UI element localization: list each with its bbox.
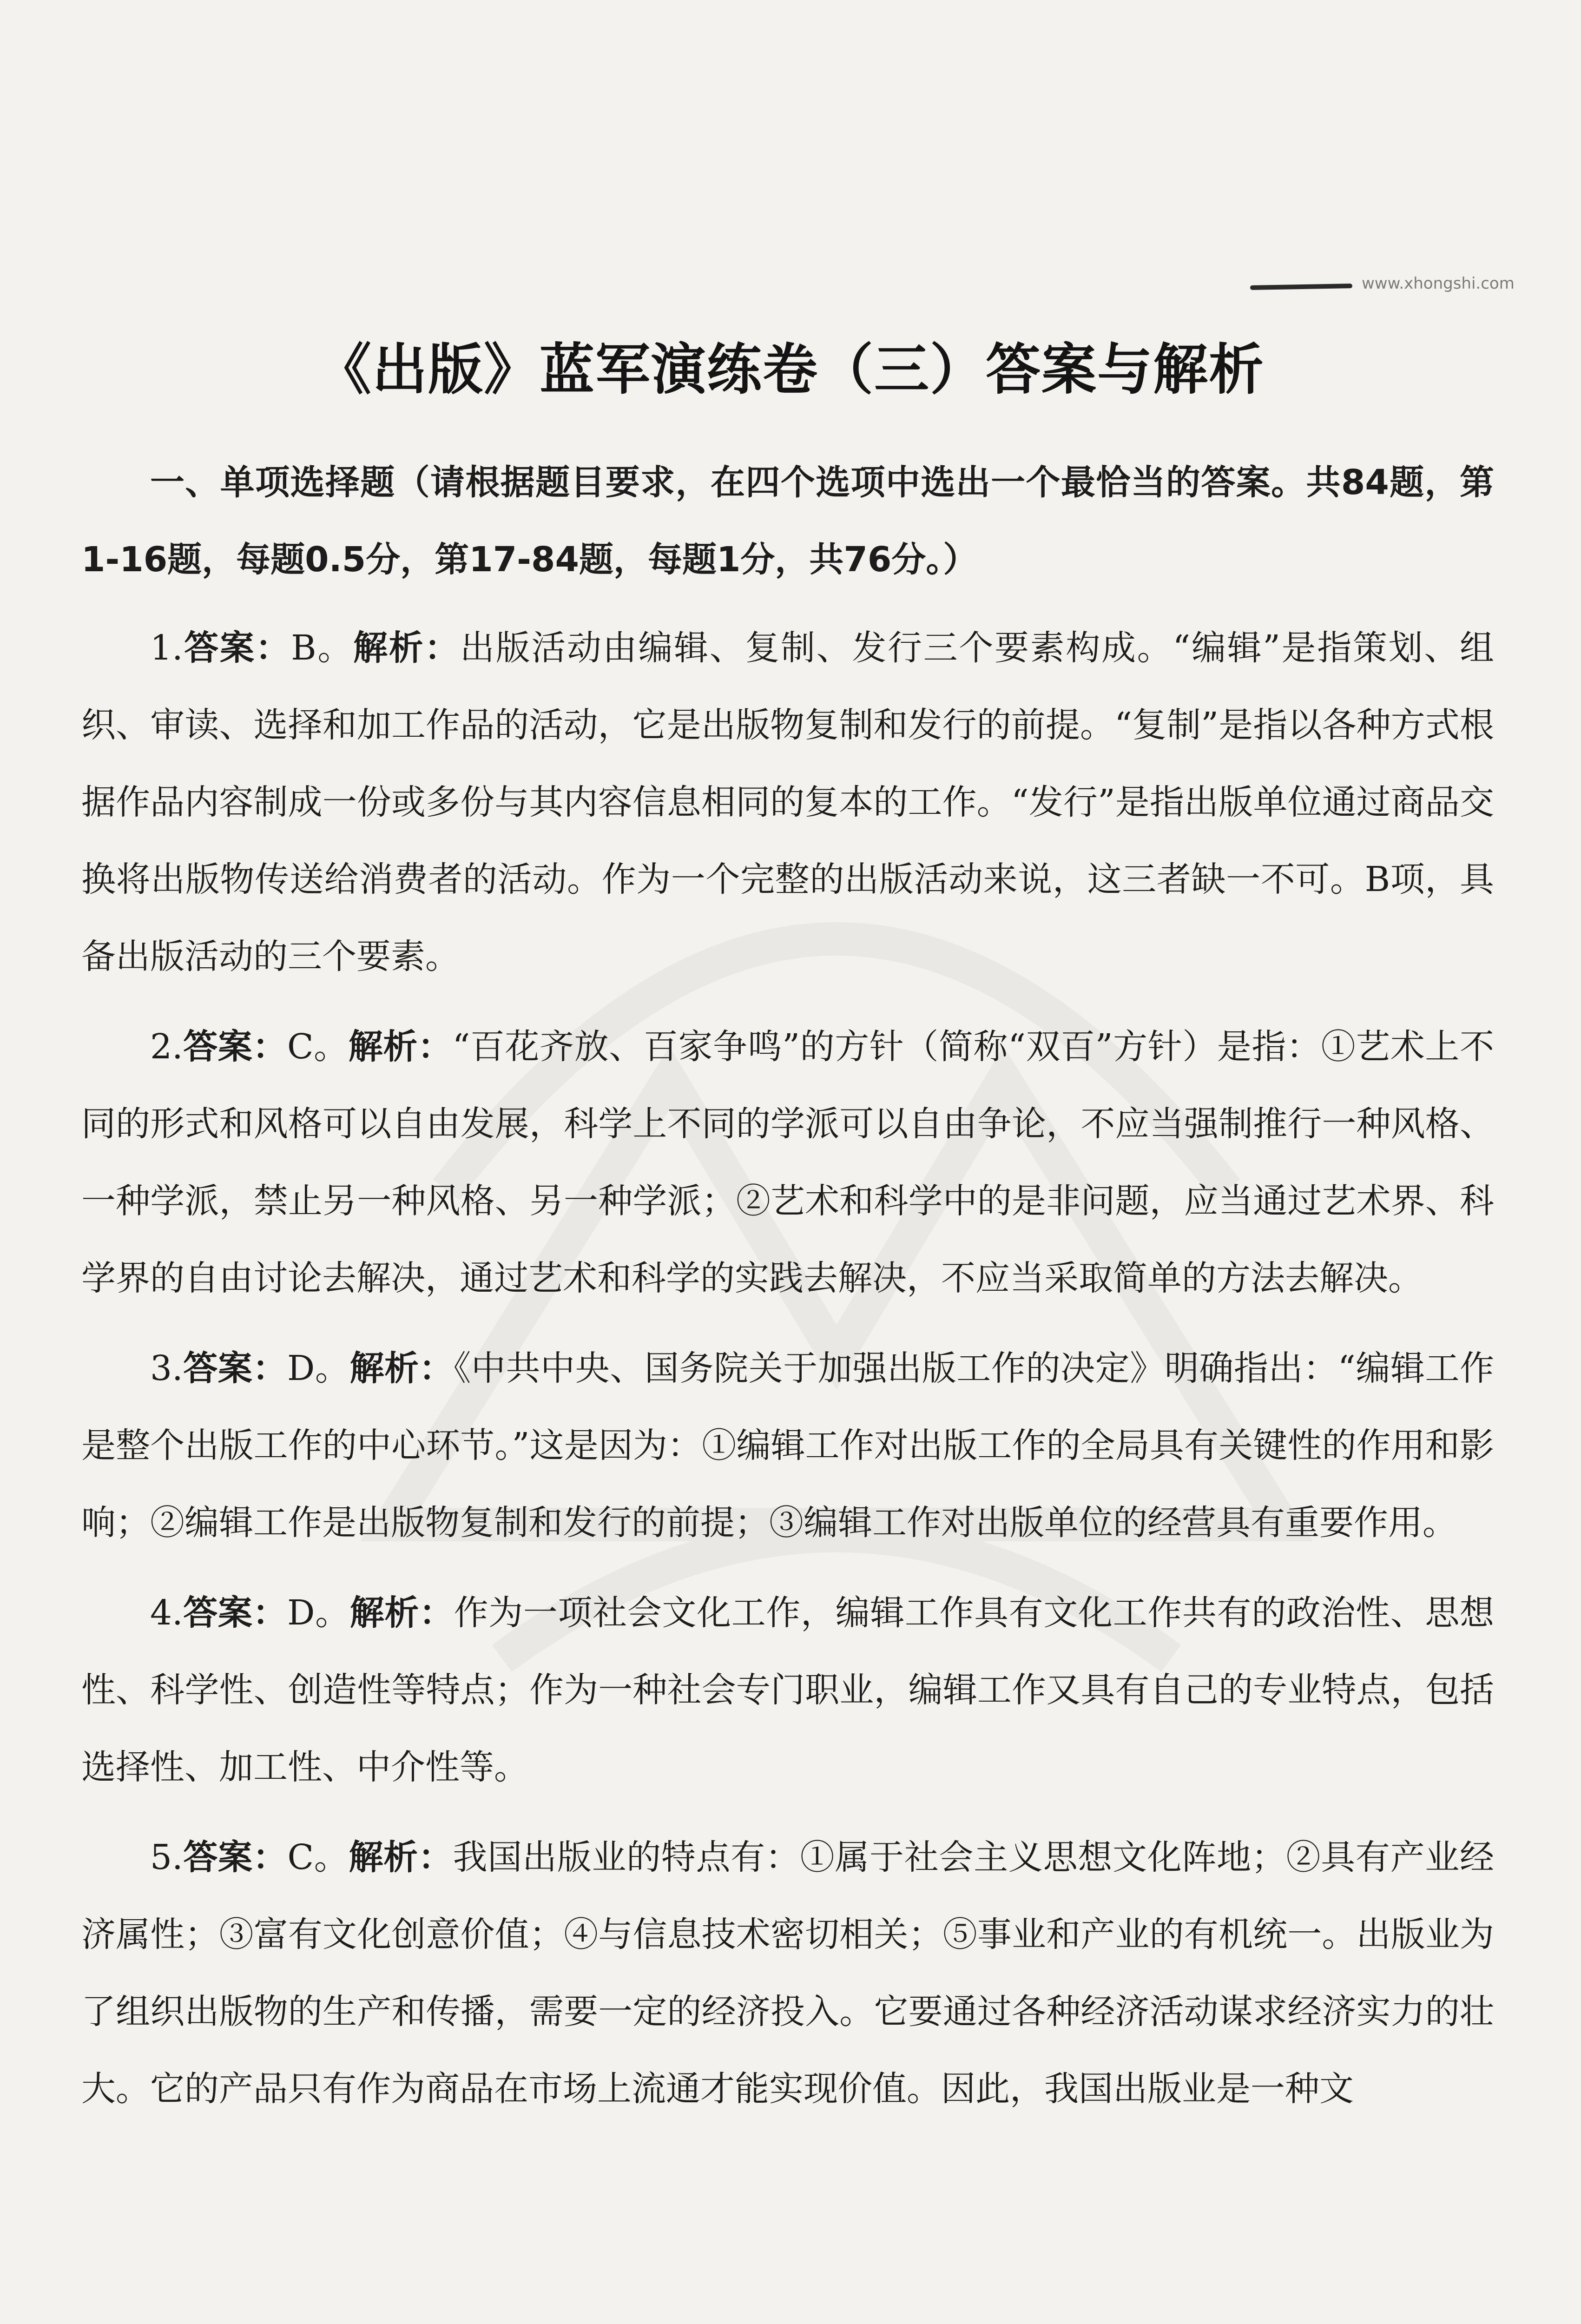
answer-label: 答案： (183, 1348, 287, 1388)
header-site-url: www.xhongshi.com (1362, 274, 1515, 293)
question-number: 1. (150, 628, 183, 668)
analysis-label: 解析： (353, 628, 460, 668)
question-item (81, 1819, 1494, 2127)
answer-label: 答案： (183, 1837, 288, 1877)
analysis-text: 我国出版业的特点有：①属于社会主义思想文化阵地；②具有产业经济属性；③富有文化创意价值；④与信息技术密切相关；⑤事业和产业的有机统一。出版业为了组织出版物的生产和传播，需要一定的经济投入。它要通过各种经济活动谋求经济实力的壮大。它的产品只有作为商品在市场上流通才能实现价值。因此，我国出版业是一种文 (81, 1837, 1495, 2109)
analysis-text: “百花齐放、百家争鸣”的方针（简称“双百”方针）是指：①艺术上不同的形式和风格可以自由发展，科学上不同的学派可以自由争论，不应当强制推行一种风格、一种学派，禁止另一种风格、另一种学派；②艺术和科学中的是非问题，应当通过艺术界、科学界的自由讨论去解决，通过艺术和科学的实践去解决，不应当采取简单的方法去解决。 (81, 1027, 1495, 1298)
question-item (81, 1008, 1494, 1317)
answer-label: 答案： (183, 1027, 287, 1067)
analysis-text: 作为一项社会文化工作，编辑工作具有文化工作共有的政治性、思想性、科学性、创造性等特点；作为一种社会专门职业，编辑工作又具有自己的专业特点，包括选择性、加工性、中介性等。 (81, 1593, 1495, 1787)
page-title: 《出版》蓝军演练卷（三）答案与解析 (316, 337, 1265, 402)
answer-label: 答案： (183, 628, 291, 668)
analysis-label: 解析： (349, 1837, 453, 1877)
question-item (81, 1574, 1494, 1806)
answer-value: D。 (287, 1348, 350, 1388)
question-item (81, 609, 1494, 995)
analysis-label: 解析： (349, 1593, 454, 1633)
answer-label: 答案： (183, 1593, 288, 1633)
answer-value: B。 (291, 628, 353, 668)
analysis-text: 出版活动由编辑、复制、发行三个要素构成。“编辑”是指策划、组织、审读、选择和加工作品的活动，它是出版物复制和发行的前提。“复制”是指以各种方式根据作品内容制成一份或多份与其内容信息相同的复本的工作。“发行”是指出版单位通过商品交换将出版物传送给消费者的活动。作为一个完整的出版活动来说，这三者缺一不可。B项，具备出版活动的三个要素。 (81, 628, 1494, 977)
answer-value: C。 (287, 1837, 349, 1877)
analysis-label: 解析： (348, 1027, 453, 1067)
answer-content (81, 444, 1494, 2140)
question-number: 5. (150, 1837, 183, 1877)
question-number: 2. (150, 1027, 183, 1067)
header-rule (1250, 284, 1352, 290)
answer-value: C。 (287, 1027, 349, 1067)
analysis-label: 解析： (349, 1348, 454, 1388)
question-number: 3. (150, 1348, 183, 1388)
question-item (81, 1330, 1494, 1561)
section-heading: 一、单项选择题（请根据题目要求，在四个选项中选出一个最恰当的答案。共84题，第1-16题，每题0.5分，第17-84题，每题1分，共76分。） (81, 462, 1494, 580)
analysis-text: 《中共中央、国务院关于加强出版工作的决定》明确指出：“编辑工作是整个出版工作的中心环节。”这是因为：①编辑工作对出版工作的全局具有关键性的作用和影响；②编辑工作是出版物复制和发行的前提；③编辑工作对出版单位的经营具有重要作用。 (81, 1348, 1495, 1543)
answer-value: D。 (287, 1593, 350, 1633)
question-number: 4. (150, 1593, 183, 1633)
